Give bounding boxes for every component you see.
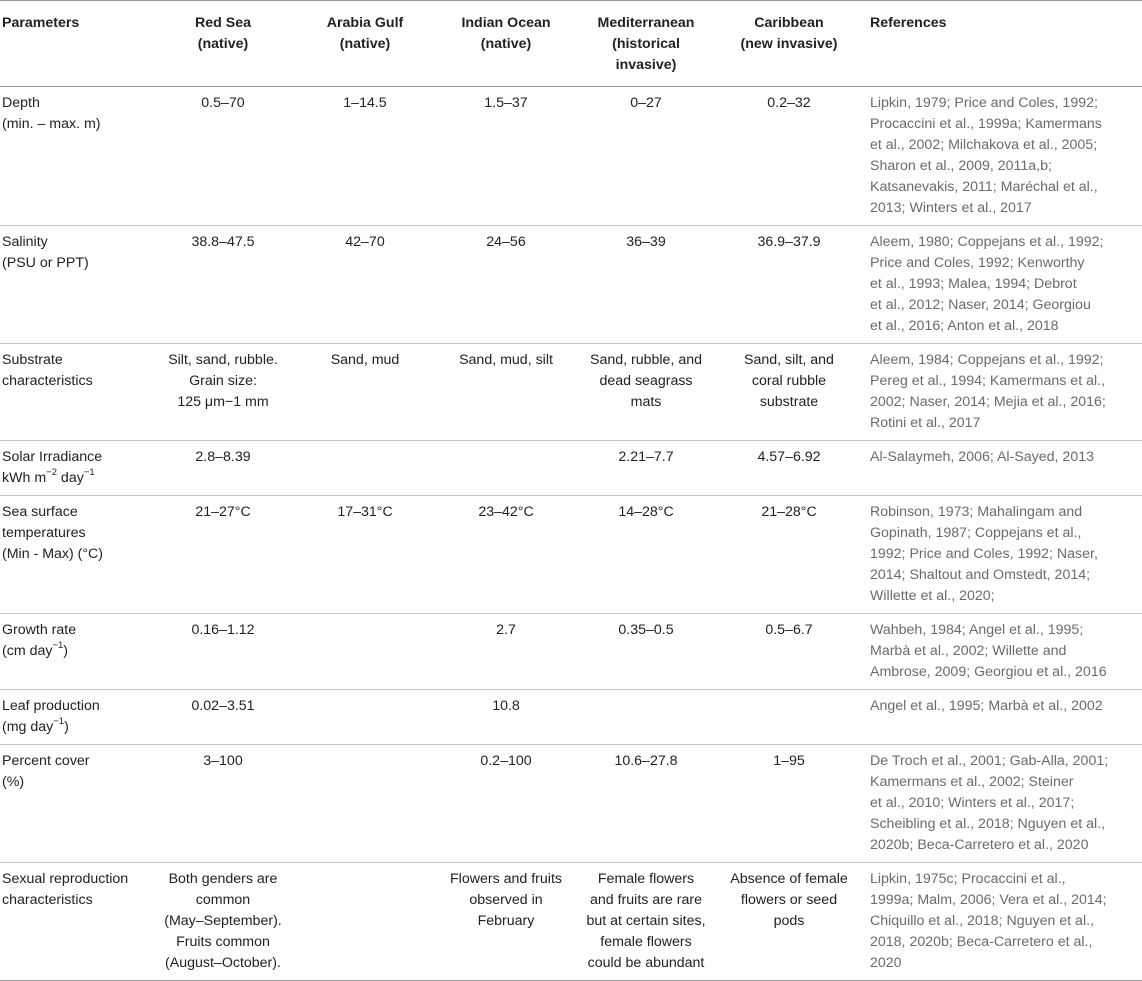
cell-references: Robinson, 1973; Mahalingam and Gopinath, 1987; Coppejans et al., 1992; Price and Coles, 1992; Naser, 2014; Shaltout and Omstedt, 2014; Willette et al., 2020;	[862, 496, 1142, 614]
cell-references: Lipkin, 1979; Price and Coles, 1992; Procaccini et al., 1999a; Kamermans et al., 2002; Milchakova et al., 2005; Sharon et al., 2009, 2011a,b; Katsanevakis, 2011; Maréchal et al., 2013; Winters et al., 2017	[862, 87, 1142, 226]
row-depth	[0, 87, 1142, 226]
cell-indian-ocean: 0.2–100	[436, 745, 576, 863]
cell-references: De Troch et al., 2001; Gab-Alla, 2001; Kamermans et al., 2002; Steiner et al., 2010; Winters et al., 2017; Scheibling et al., 2018; Nguyen et al., 2020b; Beca-Carretero et al., 2020	[862, 745, 1142, 863]
cell-mediterranean: 0.35–0.5	[576, 614, 716, 690]
cell-caribbean: 4.57–6.92	[716, 441, 862, 496]
cell-mediterranean	[576, 690, 716, 745]
header-references: References	[862, 1, 1142, 87]
cell-arabia-gulf	[294, 441, 436, 496]
row-sexual-reproduction	[0, 863, 1142, 981]
cell-mediterranean: 14–28°C	[576, 496, 716, 614]
cell-parameter: Sea surface temperatures (Min - Max) (°C)	[0, 496, 152, 614]
cell-indian-ocean: 2.7	[436, 614, 576, 690]
cell-indian-ocean: 24–56	[436, 226, 576, 344]
cell-red-sea: 21–27°C	[152, 496, 294, 614]
cell-mediterranean: 36–39	[576, 226, 716, 344]
cell-references: Angel et al., 1995; Marbà et al., 2002	[862, 690, 1142, 745]
cell-mediterranean: 2.21–7.7	[576, 441, 716, 496]
header-mediterranean: Mediterranean (historical invasive)	[576, 1, 716, 87]
cell-arabia-gulf	[294, 614, 436, 690]
header-row	[0, 1, 1142, 87]
cell-indian-ocean: 10.8	[436, 690, 576, 745]
cell-references: Aleem, 1984; Coppejans et al., 1992; Pereg et al., 1994; Kamermans et al., 2002; Naser, 2014; Mejia et al., 2016; Rotini et al., 2017	[862, 344, 1142, 441]
cell-caribbean: Sand, silt, and coral rubble substrate	[716, 344, 862, 441]
row-solar-irradiance	[0, 441, 1142, 496]
row-percent-cover	[0, 745, 1142, 863]
header-arabia-gulf: Arabia Gulf (native)	[294, 1, 436, 87]
cell-indian-ocean: 1.5–37	[436, 87, 576, 226]
header-indian-ocean: Indian Ocean (native)	[436, 1, 576, 87]
cell-arabia-gulf	[294, 745, 436, 863]
cell-parameter: Sexual reproduction characteristics	[0, 863, 152, 981]
cell-indian-ocean: Sand, mud, silt	[436, 344, 576, 441]
cell-parameter: Salinity (PSU or PPT)	[0, 226, 152, 344]
cell-caribbean: 0.5–6.7	[716, 614, 862, 690]
cell-red-sea: 0.5–70	[152, 87, 294, 226]
header-parameters: Parameters	[0, 1, 152, 87]
cell-parameter: Depth (min. – max. m)	[0, 87, 152, 226]
cell-caribbean: 21–28°C	[716, 496, 862, 614]
cell-red-sea: 2.8–8.39	[152, 441, 294, 496]
cell-caribbean: 36.9–37.9	[716, 226, 862, 344]
row-salinity	[0, 226, 1142, 344]
cell-red-sea: 0.16–1.12	[152, 614, 294, 690]
cell-caribbean: 0.2–32	[716, 87, 862, 226]
cell-arabia-gulf: 42–70	[294, 226, 436, 344]
header-caribbean: Caribbean (new invasive)	[716, 1, 862, 87]
cell-red-sea: Both genders are common (May–September). Fruits common (August–October).	[152, 863, 294, 981]
cell-references: Aleem, 1980; Coppejans et al., 1992; Price and Coles, 1992; Kenworthy et al., 1993; Malea, 1994; Debrot et al., 2012; Naser, 2014; Georgiou et al., 2016; Anton et al., 2018	[862, 226, 1142, 344]
row-leaf-production	[0, 690, 1142, 745]
cell-red-sea: 0.02–3.51	[152, 690, 294, 745]
row-growth-rate	[0, 614, 1142, 690]
cell-arabia-gulf: 1–14.5	[294, 87, 436, 226]
cell-mediterranean: Female flowers and fruits are rare but at certain sites, female flowers could be abundant	[576, 863, 716, 981]
header-red-sea: Red Sea (native)	[152, 1, 294, 87]
cell-references: Lipkin, 1975c; Procaccini et al., 1999a; Malm, 2006; Vera et al., 2014; Chiquillo et al., 2018; Nguyen et al., 2018, 2020b; Beca-Carretero et al., 2020	[862, 863, 1142, 981]
cell-indian-ocean	[436, 441, 576, 496]
cell-red-sea: 3–100	[152, 745, 294, 863]
cell-mediterranean: 0–27	[576, 87, 716, 226]
cell-arabia-gulf	[294, 863, 436, 981]
cell-indian-ocean: Flowers and fruits observed in February	[436, 863, 576, 981]
row-sea-surface-temperature	[0, 496, 1142, 614]
cell-mediterranean: 10.6–27.8	[576, 745, 716, 863]
cell-caribbean: Absence of female flowers or seed pods	[716, 863, 862, 981]
cell-arabia-gulf	[294, 690, 436, 745]
cell-caribbean	[716, 690, 862, 745]
cell-parameter: Leaf production (mg day$^{-1}$)	[0, 690, 152, 745]
cell-parameter: Growth rate (cm day$^{-1}$)	[0, 614, 152, 690]
cell-arabia-gulf: 17–31°C	[294, 496, 436, 614]
cell-red-sea: Silt, sand, rubble. Grain size: 125 μm−1 mm	[152, 344, 294, 441]
cell-parameter: Substrate characteristics	[0, 344, 152, 441]
cell-references: Al-Salaymeh, 2006; Al-Sayed, 2013	[862, 441, 1142, 496]
cell-mediterranean: Sand, rubble, and dead seagrass mats	[576, 344, 716, 441]
cell-references: Wahbeh, 1984; Angel et al., 1995; Marbà et al., 2002; Willette and Ambrose, 2009; Georgiou et al., 2016	[862, 614, 1142, 690]
cell-indian-ocean: 23–42°C	[436, 496, 576, 614]
cell-caribbean: 1–95	[716, 745, 862, 863]
cell-parameter: Solar Irradiance kWh $m^{-2}$ day$^{-1}$	[0, 441, 152, 496]
cell-red-sea: 38.8–47.5	[152, 226, 294, 344]
cell-parameter: Percent cover (%)	[0, 745, 152, 863]
cell-arabia-gulf: Sand, mud	[294, 344, 436, 441]
row-substrate	[0, 344, 1142, 441]
